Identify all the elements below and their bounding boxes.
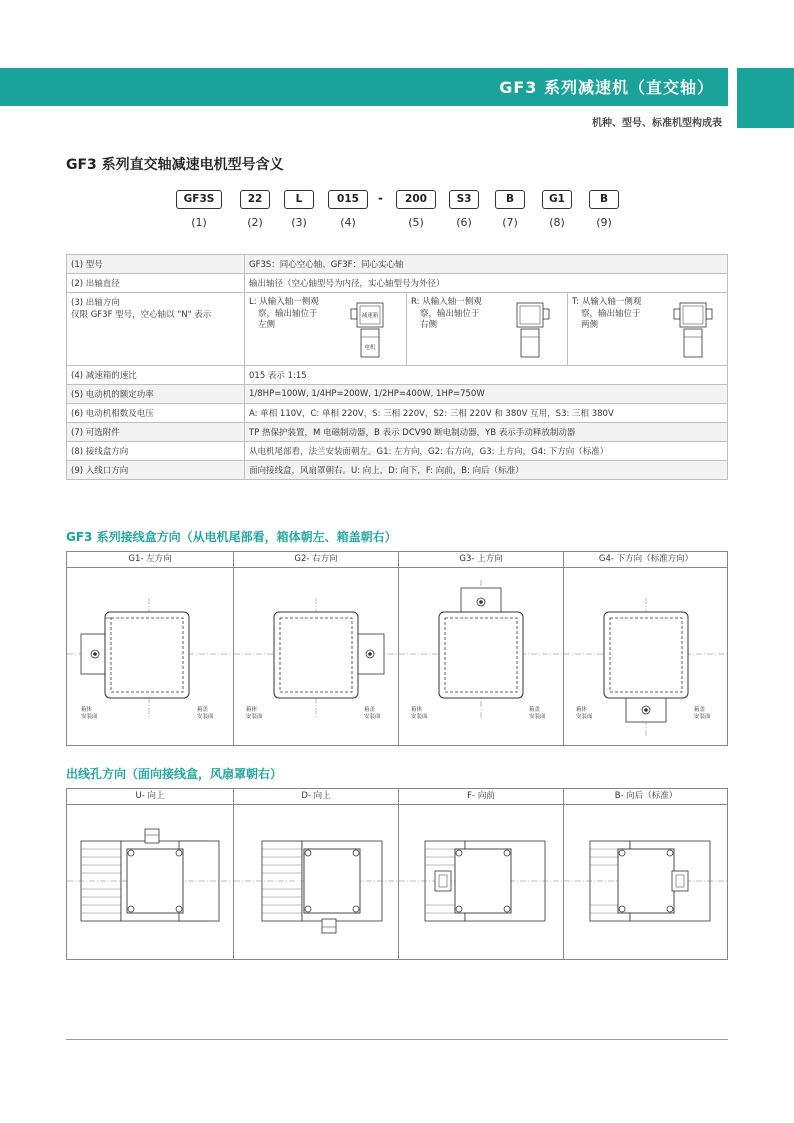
code-number: (6) — [456, 216, 472, 229]
row-value: 015 表示 1:15 — [245, 366, 728, 385]
table-row-direction — [67, 293, 728, 366]
row-label: (9) 入线口方向 — [67, 461, 245, 480]
direction-option-left — [245, 293, 406, 365]
code-box-series: GF3S — [176, 190, 222, 209]
column-label: G2- 右方向 — [234, 552, 398, 568]
direction-option-both — [567, 293, 729, 365]
direction-label: (3) 出轴方向 — [71, 298, 120, 308]
caption: 箱体 — [576, 707, 588, 713]
page-subtitle: 机种、型号、标准机型构成表 — [592, 118, 722, 129]
code-number: (2) — [247, 216, 263, 229]
column-label: G4- 下方向（标准方向） — [564, 552, 728, 568]
junction-up-diagram — [399, 568, 564, 746]
row-value: 1/8HP=100W, 1/4HP=200W, 1/2HP=400W, 1HP=750W — [245, 385, 728, 404]
row-value: 输出轴径（空心轴型号为内径，实心轴型号为外径） — [245, 274, 728, 293]
shaft-right-diagram — [511, 297, 551, 361]
code-box-shaft: 22 — [240, 190, 270, 209]
caption: 安装面 — [529, 714, 546, 720]
header-banner — [0, 68, 728, 106]
table-row — [67, 274, 728, 293]
option-line: 右侧 — [420, 320, 438, 330]
table-row — [67, 366, 728, 385]
row-label: (5) 电动机的额定功率 — [67, 385, 245, 404]
diagram-label: 电机 — [364, 345, 376, 351]
junction-right-diagram — [234, 568, 399, 746]
caption: 安装面 — [694, 714, 711, 720]
row-value: GF3S：同心空心轴、GF3F：同心实心轴 — [245, 255, 728, 274]
option-line: 察，输出轴位于 — [258, 308, 318, 319]
table-row — [67, 385, 728, 404]
cable-section-title: 出线孔方向（面向接线盒，风扇罩朝右） — [66, 767, 283, 781]
caption: 箱盖 — [694, 707, 706, 713]
code-box-ratio: 015 — [328, 190, 368, 209]
option-text — [249, 297, 345, 332]
row-value: TP 热保护装置，M 电磁制动器，B 表示 DCV90 断电制动器，YB 表示手动释放制动器 — [245, 423, 728, 442]
code-number: (9) — [596, 216, 612, 229]
row-label — [67, 293, 245, 366]
code-dash: - — [378, 191, 383, 205]
page-title: GF3 系列减速机（直交轴） — [499, 78, 714, 97]
cable-up-diagram — [67, 805, 232, 960]
direction-option-right — [406, 293, 567, 365]
junction-g1 — [67, 552, 233, 746]
code-box-power: 200 — [396, 190, 436, 209]
caption: 安装面 — [411, 714, 428, 720]
junction-left-diagram — [67, 568, 232, 746]
junction-section-title: GF3 系列接线盒方向（从电机尾部看，箱体朝左、箱盖朝右） — [66, 530, 397, 544]
caption: 安装面 — [81, 714, 98, 720]
column-label: F- 向前 — [399, 789, 563, 805]
caption: 安装面 — [246, 714, 263, 720]
caption: 箱体 — [246, 707, 258, 713]
table-row — [67, 404, 728, 423]
caption: 箱盖 — [197, 707, 209, 713]
code-number: (7) — [502, 216, 518, 229]
column-label: B- 向后（标准） — [564, 789, 728, 805]
junction-panel — [66, 551, 728, 746]
spec-table — [66, 254, 728, 480]
row-label: (1) 型号 — [67, 255, 245, 274]
option-line: 两侧 — [581, 320, 599, 330]
junction-g2 — [233, 552, 398, 746]
code-box-direction: L — [284, 190, 314, 209]
code-number: (5) — [408, 216, 424, 229]
row-label: (7) 可选附件 — [67, 423, 245, 442]
caption: 安装面 — [576, 714, 593, 720]
column-label: G3- 上方向 — [399, 552, 563, 568]
cable-front-diagram — [399, 805, 564, 960]
code-box-voltage: S3 — [449, 190, 479, 209]
column-label: G1- 左方向 — [67, 552, 233, 568]
shaft-both-diagram — [672, 297, 716, 361]
cable-down-diagram — [234, 805, 399, 960]
code-number: (4) — [340, 216, 356, 229]
option-line: L: 从输入轴一侧观 — [249, 297, 319, 307]
code-box-junction: G1 — [542, 190, 572, 209]
caption: 箱盖 — [529, 707, 541, 713]
cable-b — [563, 789, 728, 960]
model-section-title: GF3 系列直交轴减速电机型号含义 — [66, 157, 284, 173]
direction-options — [245, 293, 728, 366]
row-label: (8) 接线盒方向 — [67, 442, 245, 461]
junction-g3 — [398, 552, 563, 746]
cable-back-diagram — [564, 805, 729, 960]
caption: 安装面 — [197, 714, 214, 720]
model-code-row — [0, 190, 794, 236]
row-label: (2) 出轴直径 — [67, 274, 245, 293]
cable-panel — [66, 788, 728, 960]
code-box-accessory: B — [495, 190, 525, 209]
row-value: 从电机尾部看，法兰安装面朝左。G1: 左方向，G2: 右方向，G3: 上方向，G4: 下方向（标准） — [245, 442, 728, 461]
caption: 箱盖 — [364, 707, 376, 713]
row-value: 面向接线盒，风扇罩朝右。U: 向上，D: 向下，F: 向前，B: 向后（标准） — [245, 461, 728, 480]
junction-down-diagram — [564, 568, 729, 746]
caption: 箱体 — [81, 707, 93, 713]
direction-note: 仅限 GF3F 型号，空心轴以 "N" 表示 — [71, 310, 212, 320]
cable-d — [233, 789, 398, 960]
code-box-cable: B — [589, 190, 619, 209]
option-text — [411, 297, 507, 332]
diagram-label: 减速箱 — [361, 313, 379, 319]
code-number: (8) — [549, 216, 565, 229]
table-row — [67, 255, 728, 274]
shaft-left-diagram — [349, 297, 389, 361]
footer-divider — [66, 1039, 728, 1040]
side-tab — [737, 68, 794, 128]
row-value: A: 单相 110V，C: 单相 220V，S: 三相 220V，S2: 三相 220V 和 380V 互用，S3: 三相 380V — [245, 404, 728, 423]
row-label: (4) 减速箱的速比 — [67, 366, 245, 385]
option-line: T: 从输入轴一侧观 — [572, 297, 642, 307]
cable-f — [398, 789, 563, 960]
option-line: R: 从输入轴一侧观 — [411, 297, 482, 307]
column-label: D- 向上 — [234, 789, 398, 805]
caption: 安装面 — [364, 714, 381, 720]
code-number: (3) — [291, 216, 307, 229]
cable-u — [67, 789, 233, 960]
caption: 箱体 — [411, 707, 423, 713]
junction-g4 — [563, 552, 728, 746]
option-line: 察，输出轴位于 — [581, 308, 641, 319]
table-row — [67, 442, 728, 461]
option-line: 左侧 — [258, 320, 276, 330]
option-line: 察，输出轴位于 — [420, 308, 480, 319]
table-row — [67, 423, 728, 442]
table-row — [67, 461, 728, 480]
code-number: (1) — [191, 216, 207, 229]
column-label: U- 向上 — [67, 789, 233, 805]
option-text — [572, 297, 668, 332]
row-label: (6) 电动机相数及电压 — [67, 404, 245, 423]
